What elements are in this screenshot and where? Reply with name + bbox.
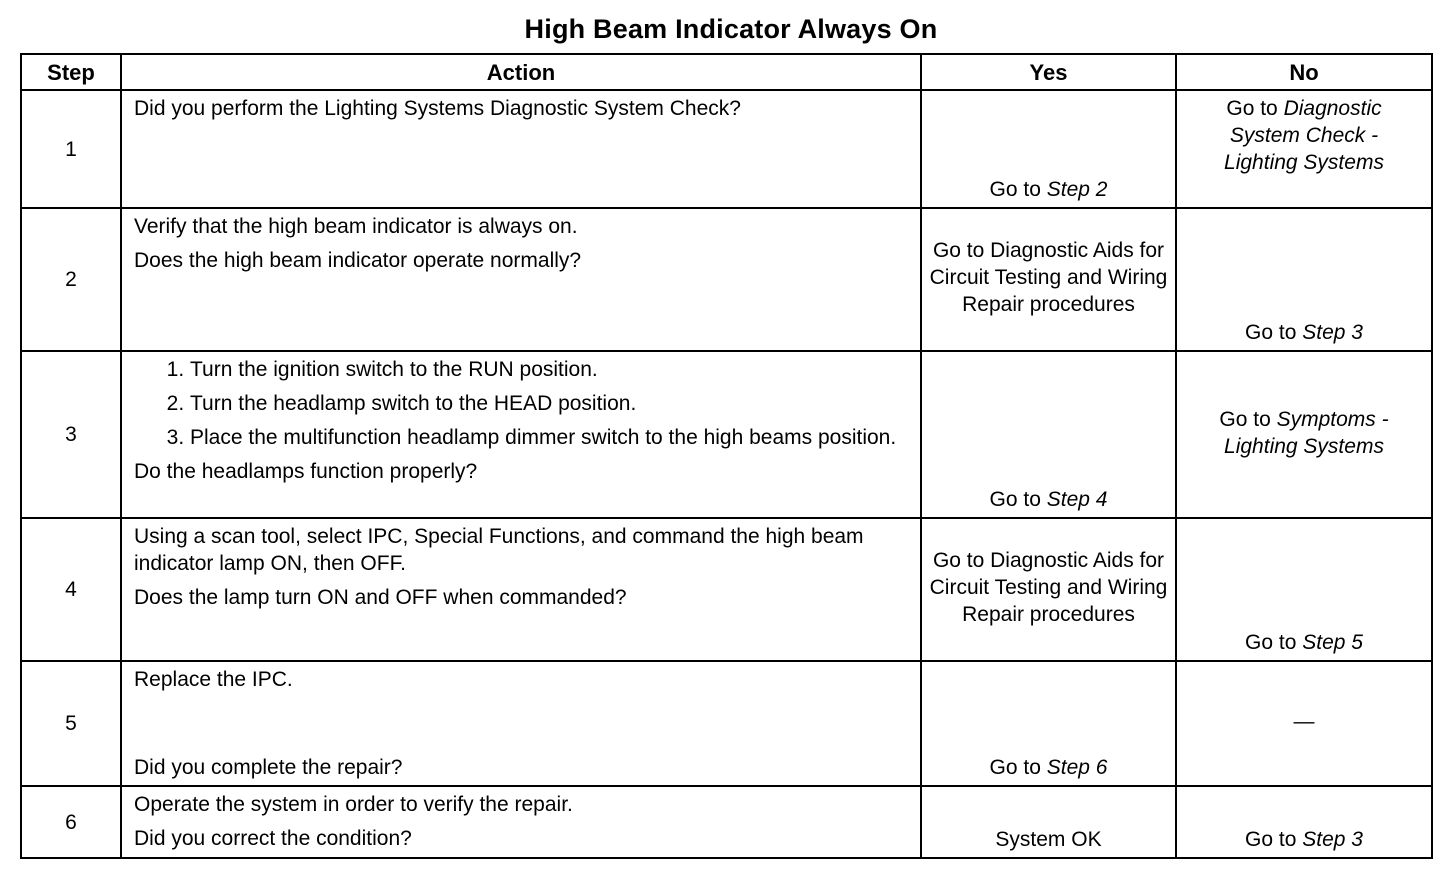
action-cell xyxy=(121,351,921,518)
no-cell xyxy=(1176,786,1432,858)
action-cell xyxy=(121,661,921,786)
step-number: 1 xyxy=(21,90,121,208)
action-cell xyxy=(121,90,921,208)
action-question: Do the headlamps function properly? xyxy=(134,460,478,483)
step-number: 3 xyxy=(21,351,121,518)
action-question: Does the high beam indicator operate normally? xyxy=(134,249,582,272)
yes-cell xyxy=(921,90,1176,208)
no-text: — xyxy=(1293,710,1315,733)
no-cell xyxy=(1176,518,1432,661)
no-cell xyxy=(1176,661,1432,786)
action-text: Did you perform the Lighting Systems Diagnostic System Check? xyxy=(134,97,741,120)
header-no: No xyxy=(1176,54,1432,90)
yes-cell xyxy=(921,208,1176,351)
header-action: Action xyxy=(121,54,921,90)
table-row xyxy=(21,90,1432,208)
yes-link[interactable]: Step 6 xyxy=(1046,756,1108,779)
table-row xyxy=(21,208,1432,351)
no-link[interactable]: Step 3 xyxy=(1302,321,1363,344)
yes-text[interactable]: Go to Diagnostic Aids for Circuit Testing and Wiring Repair procedures xyxy=(929,239,1168,316)
list-item: 2. Turn the headlamp switch to the HEAD position. xyxy=(190,390,910,417)
no-cell xyxy=(1176,208,1432,351)
header-step: Step xyxy=(21,54,121,90)
step-number: 5 xyxy=(21,661,121,786)
no-prefix: Go to xyxy=(1245,321,1303,344)
step-number: 6 xyxy=(21,786,121,858)
action-text: Verify that the high beam indicator is always on. xyxy=(134,215,578,238)
no-prefix: Go to xyxy=(1219,407,1277,431)
action-text: Operate the system in order to verify the repair. xyxy=(134,793,573,816)
action-question: Did you complete the repair? xyxy=(134,756,403,779)
header-yes: Yes xyxy=(921,54,1176,90)
table-row xyxy=(21,786,1432,858)
table-row xyxy=(21,351,1432,518)
action-list xyxy=(134,356,910,451)
yes-cell xyxy=(921,518,1176,661)
yes-prefix: Go to xyxy=(989,756,1047,779)
no-cell xyxy=(1176,90,1432,208)
yes-cell xyxy=(921,351,1176,518)
no-prefix: Go to xyxy=(1226,97,1284,120)
no-link[interactable]: Symptoms - Lighting Systems xyxy=(1224,407,1389,458)
action-question: Did you correct the condition? xyxy=(134,827,412,850)
yes-text[interactable]: Go to Diagnostic Aids for Circuit Testing and Wiring Repair procedures xyxy=(929,549,1168,626)
action-cell xyxy=(121,786,921,858)
no-link[interactable]: Diagnostic System Check - Lighting Systems xyxy=(1224,97,1384,174)
yes-cell xyxy=(921,661,1176,786)
yes-link[interactable]: Step 4 xyxy=(1046,488,1108,511)
action-question: Does the lamp turn ON and OFF when commanded? xyxy=(134,586,627,609)
no-link[interactable]: Step 5 xyxy=(1302,631,1363,654)
no-link[interactable]: Step 3 xyxy=(1302,828,1363,851)
action-cell xyxy=(121,518,921,661)
yes-cell xyxy=(921,786,1176,858)
no-prefix: Go to xyxy=(1245,828,1303,851)
yes-text: System OK xyxy=(995,828,1102,851)
list-item: 3. Place the multifunction headlamp dimmer switch to the high beams position. xyxy=(190,424,910,451)
yes-prefix: Go to xyxy=(989,178,1047,201)
step-number: 4 xyxy=(21,518,121,661)
yes-link[interactable]: Step 2 xyxy=(1046,178,1108,201)
table-row xyxy=(21,661,1432,786)
yes-prefix: Go to xyxy=(989,488,1047,511)
page-title: High Beam Indicator Always On xyxy=(524,14,938,44)
action-cell xyxy=(121,208,921,351)
list-item: 1. Turn the ignition switch to the RUN position. xyxy=(190,356,910,383)
no-prefix: Go to xyxy=(1245,631,1303,654)
table-header-row xyxy=(21,54,1432,90)
action-text: Replace the IPC. xyxy=(134,668,293,691)
table-row xyxy=(21,518,1432,661)
action-text: Using a scan tool, select IPC, Special Functions, and command the high beam indicator lamp ON, then OFF. xyxy=(134,525,864,575)
step-number: 2 xyxy=(21,208,121,351)
diagnostic-table xyxy=(20,53,1433,859)
no-cell xyxy=(1176,351,1432,518)
